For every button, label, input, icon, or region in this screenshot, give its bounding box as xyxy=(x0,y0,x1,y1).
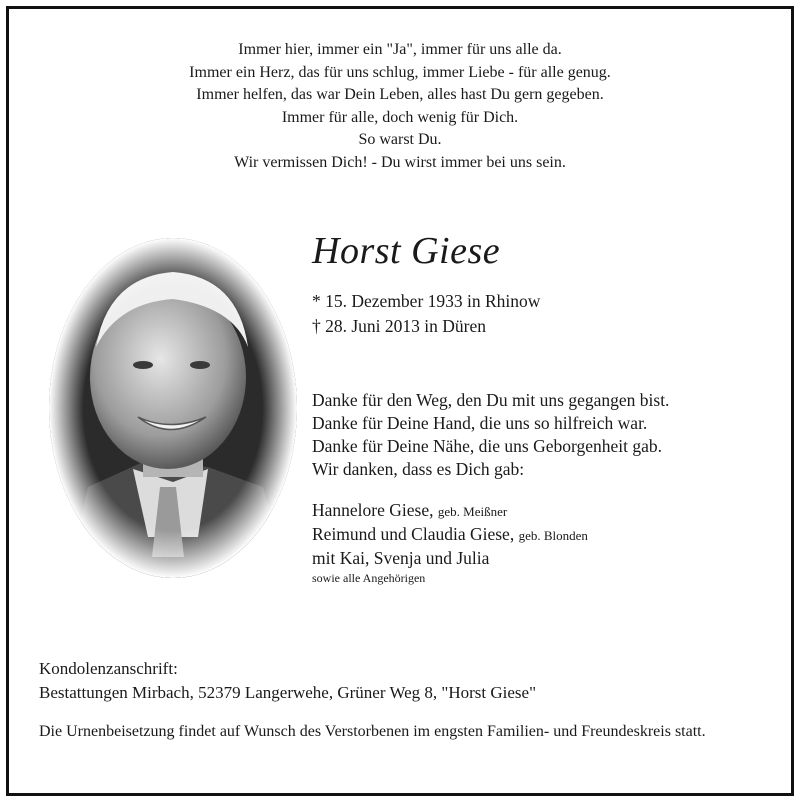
thanks-line: Danke für den Weg, den Du mit uns gegangen bist. xyxy=(312,390,670,410)
mourner-name: Hannelore Giese, xyxy=(312,500,434,520)
mourner-line xyxy=(312,499,588,523)
portrait-photo xyxy=(48,237,298,579)
mourner-name: Reimund und Claudia Giese, xyxy=(312,524,515,544)
thanks-line: Danke für Deine Hand, die uns so hilfreich war. xyxy=(312,413,648,433)
condolence-label: Kondolenzanschrift: xyxy=(39,659,178,678)
poem-line: Immer für alle, doch wenig für Dich. xyxy=(281,108,519,126)
poem xyxy=(9,39,791,175)
poem-line: Immer ein Herz, das für uns schlug, immer Liebe - für alle genug. xyxy=(189,63,611,81)
notice-frame xyxy=(6,6,794,796)
thanks-line: Wir danken, dass es Dich gab: xyxy=(312,459,525,479)
death-date: † 28. Juni 2013 in Düren xyxy=(312,316,487,336)
birth-date: * 15. Dezember 1933 in Rhinow xyxy=(312,291,541,311)
maiden-name-note: geb. Meißner xyxy=(437,504,508,519)
thanks-text xyxy=(312,389,669,481)
poem-line: Wir vermissen Dich! - Du wirst immer bei uns sein. xyxy=(234,153,566,171)
poem-line: Immer hier, immer ein "Ja", immer für uns alle da. xyxy=(238,41,562,58)
maiden-name-note: geb. Blonden xyxy=(518,528,588,543)
urn-burial-notice: Die Urnenbeisetzung findet auf Wunsch des Verstorbenen im engsten Familien- und Freundeskreis statt. xyxy=(39,723,706,740)
thanks-line: Danke für Deine Nähe, die uns Geborgenheit gab. xyxy=(312,436,663,456)
condolence-address xyxy=(39,657,536,705)
deceased-name: Horst Giese xyxy=(312,230,501,272)
other-relatives: sowie alle Angehörigen xyxy=(312,571,426,585)
poem-line: Immer helfen, das war Dein Leben, alles hast Du gern gegeben. xyxy=(196,86,604,104)
mourner-line: mit Kai, Svenja und Julia xyxy=(312,548,490,568)
poem-line: So warst Du. xyxy=(358,131,442,149)
condolence-address-line: Bestattungen Mirbach, 52379 Langerwehe, Grüner Weg 8, "Horst Giese" xyxy=(39,683,537,702)
life-dates xyxy=(312,289,540,339)
mourners-list xyxy=(312,499,588,586)
mourner-line xyxy=(312,523,588,547)
